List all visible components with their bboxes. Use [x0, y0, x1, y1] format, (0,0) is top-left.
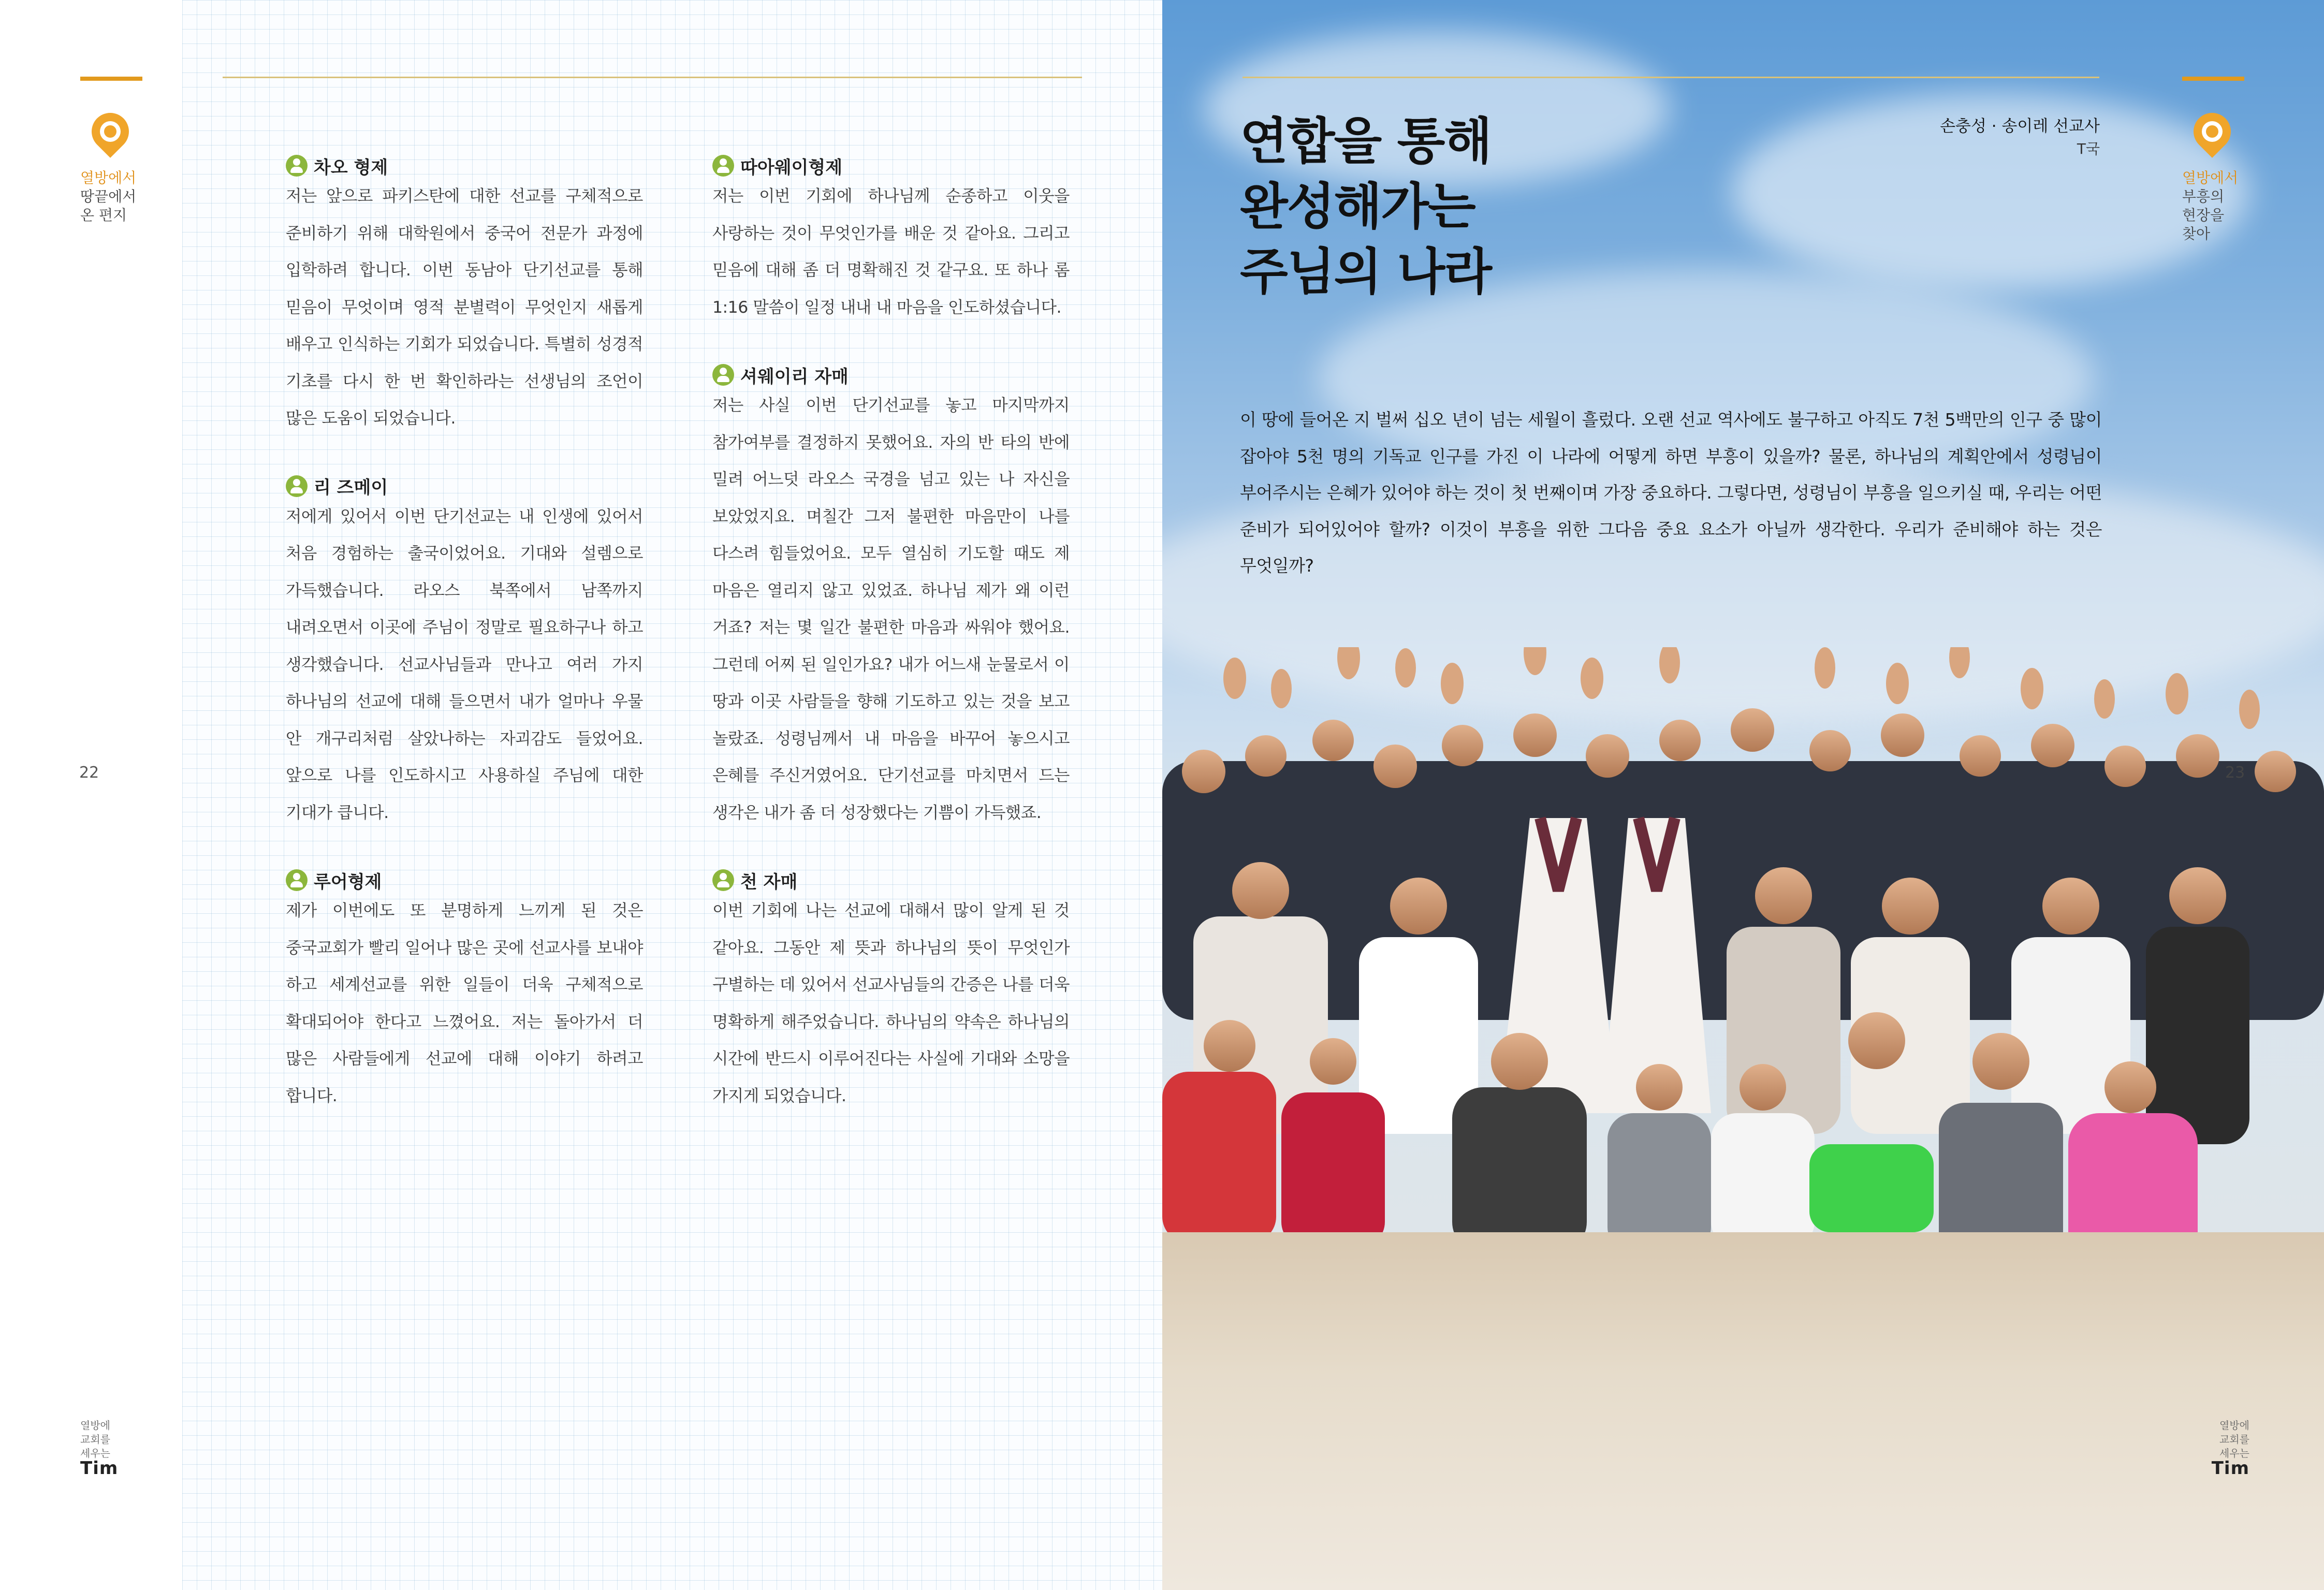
section-bar	[2182, 77, 2244, 81]
testimony-name: 리 즈메이	[314, 477, 388, 498]
tim-logo: Tim	[80, 1458, 119, 1479]
person-icon	[712, 155, 734, 177]
top-rule	[1243, 77, 2099, 78]
testimony-text: 저는 이번 기회에 하나님께 순종하고 이웃을 사랑하는 것이 무엇인가를 배운 것 같아요. 그리고 믿음에 대해 좀 더 명확해진 것 같구요. 또 하나 롬 1:16 말씀이 일정 내내 내 마음을 인도하셨습니다.	[712, 187, 1070, 317]
country-label: T국	[2077, 140, 2100, 157]
testimony-entry	[286, 474, 643, 832]
person-icon	[286, 475, 308, 497]
testimony-text: 저에게 있어서 이번 단기선교는 내 인생에 있어서 처음 경험하는 출국이었어요. 기대와 설렘으로 가득했습니다. 라오스 북쪽에서 남쪽까지 내려오면서 이곳에 주님이 정말로 필요하구나 하고 생각했습니다. 선교사님들과 만나고 여러 가지 하나님의 선교에 대해 들으면서 내가 얼마나 우물 안 개구리처럼 살았나하는 자괴감도 들었어요. 앞으로 나를 인도하시고 사용하실 주님에 대한 기대가 큽니다.	[286, 507, 643, 822]
testimony-name: 따아웨이형제	[740, 157, 843, 178]
testimony-name: 차오 형제	[314, 157, 388, 178]
person-icon	[286, 155, 308, 177]
author-names: 손충성 · 송이레 선교사	[1940, 117, 2100, 136]
section-label-line: 부흥의	[2182, 188, 2225, 205]
article-title	[1240, 109, 1491, 304]
testimony-entry	[286, 153, 643, 437]
title-line: 주님의 나라	[1240, 243, 1492, 301]
section-label-line: 찾아	[2182, 225, 2211, 242]
location-pin-icon	[92, 113, 138, 175]
footer-line: 세우는	[80, 1447, 110, 1460]
testimony-entry	[712, 153, 1070, 326]
tim-logo: Tim	[2211, 1458, 2249, 1479]
testimony-entry	[712, 362, 1070, 832]
section-bar	[80, 77, 142, 81]
person-icon	[712, 364, 734, 386]
plaza-ground	[1162, 1232, 2324, 1590]
testimony-entry	[712, 868, 1070, 1115]
testimony-name: 셔웨이리 자매	[740, 366, 849, 387]
section-label	[2182, 169, 2255, 243]
testimony-column-1	[286, 153, 643, 1151]
footer-line: 세우는	[2219, 1447, 2249, 1460]
section-label-line: 현장을	[2182, 207, 2225, 224]
byline	[1940, 115, 2100, 161]
testimony-text: 제가 이번에도 또 분명하게 느끼게 된 것은 중국교회가 빨리 일어나 많은 곳에 선교사를 보내야 하고 세계선교를 위한 일들이 더욱 구체적으로 확대되어야 한다고 느꼈어요. 저는 돌아가서 더 많은 사람들에게 선교에 대해 이야기 하려고 합니다.	[286, 901, 643, 1105]
title-line: 완성해가는	[1240, 178, 1475, 236]
person-icon	[712, 869, 734, 891]
testimony-text: 이번 기회에 나는 선교에 대해서 많이 알게 된 것 같아요. 그동안 제 뜻과 하나님의 뜻이 무엇인가 구별하는 데 있어서 선교사님들의 간증은 나를 더욱 명확하게 해주었습니다. 하나님의 약속은 하나님의 시간에 반드시 이루어진다는 사실에 기대와 소망을 가지게 되었습니다.	[712, 901, 1070, 1105]
lead-paragraph: 이 땅에 들어온 지 벌써 십오 년이 넘는 세월이 흘렀다. 오랜 선교 역사에도 불구하고 아직도 7천 5백만의 인구 중 많이 잡아야 5천 명의 기독교 인구를 가진 이 나라에 어떻게 하면 부흥이 있을까? 물론, 하나님의 계획안에서 성령님이 부어주시는 은혜가 있어야 하는 것이 첫 번째이며 가장 중요하다. 그렇다면, 성령님이 부흥을 일으키실 때, 우리는 어떤 준비가 되어있어야 할까? 이것이 부흥을 위한 그다음 중요 요소가 아닐까 생각한다. 우리가 준비해야 하는 것은 무엇일까?	[1240, 410, 2102, 576]
footer-line: 열방에	[2219, 1419, 2249, 1432]
person-icon	[286, 869, 308, 891]
section-marker	[2182, 77, 2255, 243]
testimony-name: 루어형제	[314, 871, 382, 893]
footer-line: 교회를	[80, 1433, 110, 1446]
section-label	[80, 169, 153, 225]
location-pin-icon	[2194, 113, 2240, 175]
page-number: 22	[79, 764, 99, 782]
testimony-text: 저는 앞으로 파키스탄에 대한 선교를 구체적으로 준비하기 위해 대학원에서 중국어 전문가 과정에 입학하려 합니다. 이번 동남아 단기선교를 통해 믿음이 무엇이며 영적 분별력이 무엇인지 새롭게 배우고 인식하는 기회가 되었습니다. 특별히 성경적 기초를 다시 한 번 확인하라는 선생님의 조언이 많은 도움이 되었습니다.	[286, 187, 643, 428]
section-label-line: 땅끝에서	[80, 188, 137, 205]
section-label-accent: 열방에서	[2182, 169, 2239, 186]
testimony-entry	[286, 868, 643, 1115]
section-label-accent: 열방에서	[80, 169, 137, 186]
footer-line: 열방에	[80, 1419, 110, 1432]
testimony-text: 저는 사실 이번 단기선교를 놓고 마지막까지 참가여부를 결정하지 못했어요. 자의 반 타의 반에 밀려 어느덧 라오스 국경을 넘고 있는 나 자신을 보았었지요. 며칠간 그저 불편한 마음만이 나를 다스려 힘들었어요. 모두 열심히 기도할 때도 제 마음은 열리지 않고 있었죠. 하나님 제가 왜 이런 거죠? 저는 몇 일간 불편한 마음과 싸워야 했어요. 그런데 어찌 된 일인가요? 내가 어느새 눈물로서 이 땅과 이곳 사람들을 향해 기도하고 있는 것을 보고 놀랐죠. 성령님께서 내 마음을 바꾸어 놓으시고 은혜를 주신거였어요. 단기선교를 마치면서 드는 생각은 내가 좀 더 성장했다는 기쁨이 가득했죠.	[712, 396, 1070, 822]
page-number: 23	[2225, 764, 2245, 782]
testimony-name: 천 자매	[740, 871, 798, 893]
testimony-column-2	[712, 153, 1070, 1151]
top-rule	[223, 77, 1082, 78]
title-line: 연합을 통해	[1240, 112, 1492, 170]
footer-logo	[2208, 1419, 2249, 1479]
footer-logo	[80, 1419, 119, 1479]
section-marker	[80, 77, 153, 225]
section-label-line: 온 편지	[80, 207, 127, 224]
footer-line: 교회를	[2219, 1433, 2249, 1446]
